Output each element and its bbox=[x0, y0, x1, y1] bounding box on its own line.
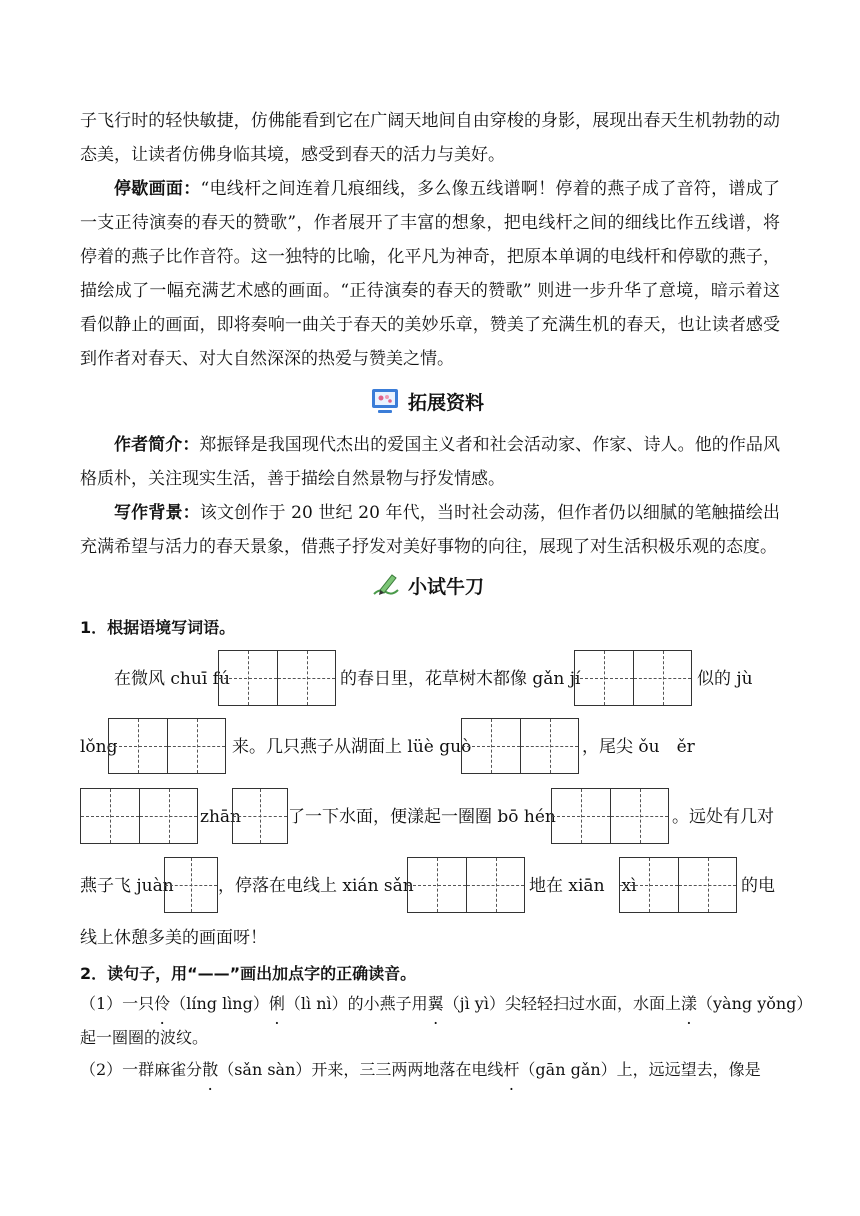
answer-grid-chuifu[interactable] bbox=[218, 650, 336, 706]
pinyin-options-yang[interactable]: （yàng yǒng） bbox=[696, 994, 813, 1013]
q2-1-part-a: （1）一只 bbox=[80, 994, 155, 1013]
q1-l4-d: 的电 bbox=[741, 876, 775, 896]
q1-l3-b: 了一下水面，便漾起一圈圈 bō hén bbox=[288, 807, 556, 827]
author-text: 郑振铎是我国现代杰出的爱国主义者和社会活动家、作家、诗人。他的作品风格质朴，关注现实生活，善于描绘自然景物与抒发情感。 bbox=[80, 435, 781, 489]
background-text: 该文创作于 20 世纪 20 年代，当时社会动荡，但作者仍以细腻的笔触描绘出充满希望与活力的春天景象，借燕子抒发对美好事物的向往，展现了对生活积极乐观的态度。 bbox=[80, 503, 780, 557]
answer-grid-bohen[interactable] bbox=[551, 788, 669, 844]
pinyin-options-ling[interactable]: （líng lìng） bbox=[170, 994, 269, 1013]
q2-sentence-2 bbox=[80, 1058, 761, 1082]
dotted-char-san: 散 bbox=[202, 1060, 219, 1079]
paragraph-motion-text: 子飞行时的轻快敏捷，仿佛能看到它在广阔天地间自由穿梭的身影，展现出春天生机勃勃的动态美，让读者仿佛身临其境，感受到春天的活力与美好。 bbox=[80, 111, 780, 165]
rest-scene-text: “电线杆之间连着几痕细线，多么像五线谱啊！停着的燕子成了音符，谱成了一支正待演奏的春天的赞歌”，作者展开了丰富的想象，把电线杆之间的细线比作五线谱，将停着的燕子比作音符。这一独特的比喻，化平凡为神奇，把原本单调的电线杆和停歇的燕子，描绘成了一幅充满艺术感的画面。“正待演奏的春天的赞歌” 则进一步升华了意境，暗示着这看似静止的画面，即将奏响一曲关于春天的美妙乐章，赞美了充满生机的春天，也让读者感受到作者对春天、对大自然深深的热爱与赞美之情。 bbox=[80, 179, 780, 369]
dotted-char-yi: 翼 bbox=[427, 994, 444, 1013]
dotted-char-gan: 杆 bbox=[503, 1060, 520, 1079]
q1-l3-a: zhān bbox=[200, 807, 241, 827]
dotted-char-li: 俐 bbox=[268, 994, 285, 1013]
q1-l2-b: 来。几只燕子从湖面上 lüè guò bbox=[232, 737, 472, 757]
answer-grid-ouer[interactable] bbox=[80, 788, 198, 844]
q2-sentence-1 bbox=[80, 992, 812, 1016]
q1-l3-c: 。远处有几对 bbox=[672, 807, 774, 827]
q1-l5: 线上休憩多美的画面呀！ bbox=[80, 928, 267, 948]
dotted-char-yang: 漾 bbox=[680, 994, 697, 1013]
answer-grid-julong[interactable] bbox=[108, 718, 226, 774]
q1-l4-a: 燕子飞 juàn bbox=[80, 876, 174, 896]
monitor-icon bbox=[370, 386, 400, 416]
rest-scene-label: 停歇画面： bbox=[114, 179, 201, 199]
q1-l1-c: 似的 jù bbox=[697, 669, 753, 689]
q2-title: 2．读句子，用“——”画出加点字的正确读音。 bbox=[80, 964, 417, 983]
q1-l4-b: ，停落在电线上 xián sǎn bbox=[218, 876, 414, 896]
practice-title: 小试牛刀 bbox=[408, 575, 485, 598]
extend-title: 拓展资料 bbox=[408, 391, 485, 414]
background-label: 写作背景： bbox=[114, 503, 200, 523]
q1-l2-a: lǒng bbox=[80, 737, 118, 757]
practice-heading bbox=[370, 570, 484, 600]
author-intro bbox=[80, 428, 780, 496]
pinyin-options-li[interactable]: （lì nì）的小燕子用 bbox=[284, 994, 428, 1013]
pen-writing-icon bbox=[370, 570, 400, 600]
answer-grid-lueguo[interactable] bbox=[461, 718, 579, 774]
dotted-char-ling: 伶 bbox=[154, 994, 171, 1013]
q2-1-continuation: 起一圈圈的波纹。 bbox=[80, 1028, 209, 1047]
q1-l2-c: ，尾尖 ǒu ěr bbox=[582, 737, 695, 757]
pinyin-options-san[interactable]: （sǎn sàn）开来，三三两两地落在电线 bbox=[218, 1060, 504, 1079]
pinyin-options-yi[interactable]: （jì yì）尖轻轻扫过水面，水面上 bbox=[443, 994, 681, 1013]
answer-grid-zhan[interactable] bbox=[232, 788, 288, 844]
q2-2-part-a: （2）一群麻雀分 bbox=[80, 1060, 203, 1079]
paragraph-rest-scene bbox=[80, 172, 780, 376]
paragraph-motion bbox=[80, 104, 780, 172]
answer-grid-ganji[interactable] bbox=[574, 650, 692, 706]
q1-l1-a: 在微风 chuī fú bbox=[114, 669, 230, 689]
extend-heading bbox=[370, 386, 484, 416]
answer-grid-xiansan[interactable] bbox=[407, 857, 525, 913]
answer-grid-juan[interactable] bbox=[164, 857, 218, 913]
pinyin-options-gan[interactable]: （gān gǎn）上，远远望去，像是 bbox=[519, 1060, 761, 1079]
writing-background bbox=[80, 496, 780, 564]
answer-grid-xianxi[interactable] bbox=[619, 857, 737, 913]
q1-l4-c: 地在 xiān xì bbox=[529, 876, 637, 896]
q1-title: 1．根据语境写词语。 bbox=[80, 618, 236, 637]
q1-l1-b: 的春日里，花草树木都像 gǎn jí bbox=[340, 669, 581, 689]
author-label: 作者简介： bbox=[114, 435, 200, 455]
